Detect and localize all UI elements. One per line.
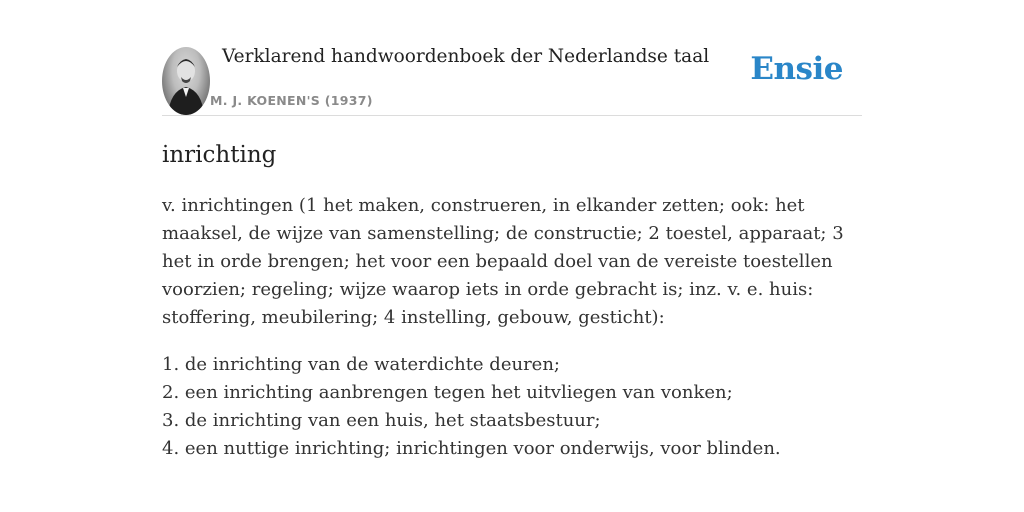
page: [162, 0, 862, 463]
example-list: [162, 351, 862, 463]
entry-headword: inrichting: [162, 142, 277, 168]
example-item: 4. een nuttige inrichting; inrichtingen voor onderwijs, voor blinden.: [162, 438, 781, 459]
dictionary-edition: M. J. KOENEN'S (1937): [210, 93, 373, 108]
author-portrait: [162, 47, 210, 115]
example-item: 2. een inrichting aanbrengen tegen het uitvliegen van vonken;: [162, 382, 733, 403]
brand-logo[interactable]: Ensie: [750, 51, 843, 87]
entry-definition: v. inrichtingen (1 het maken, construeren, in elkander zetten; ook: het maaksel, de wijze van samenstelling; de constructie; 2 toestel, apparaat; 3 het in orde brengen; het voor een bepaald doel van de vereiste toestellen voorzien; regeling; wijze waarop iets in orde gebracht is; inz. v. e. huis: stoffering, meubilering; 4 instelling, gebouw, gesticht):: [162, 195, 844, 328]
dictionary-title: Verklarend handwoordenboek der Nederlandse taal: [222, 46, 710, 67]
example-item: 3. de inrichting van een huis, het staatsbestuur;: [162, 410, 601, 431]
example-item: 1. de inrichting van de waterdichte deuren;: [162, 354, 560, 375]
dictionary-header: [162, 46, 862, 116]
